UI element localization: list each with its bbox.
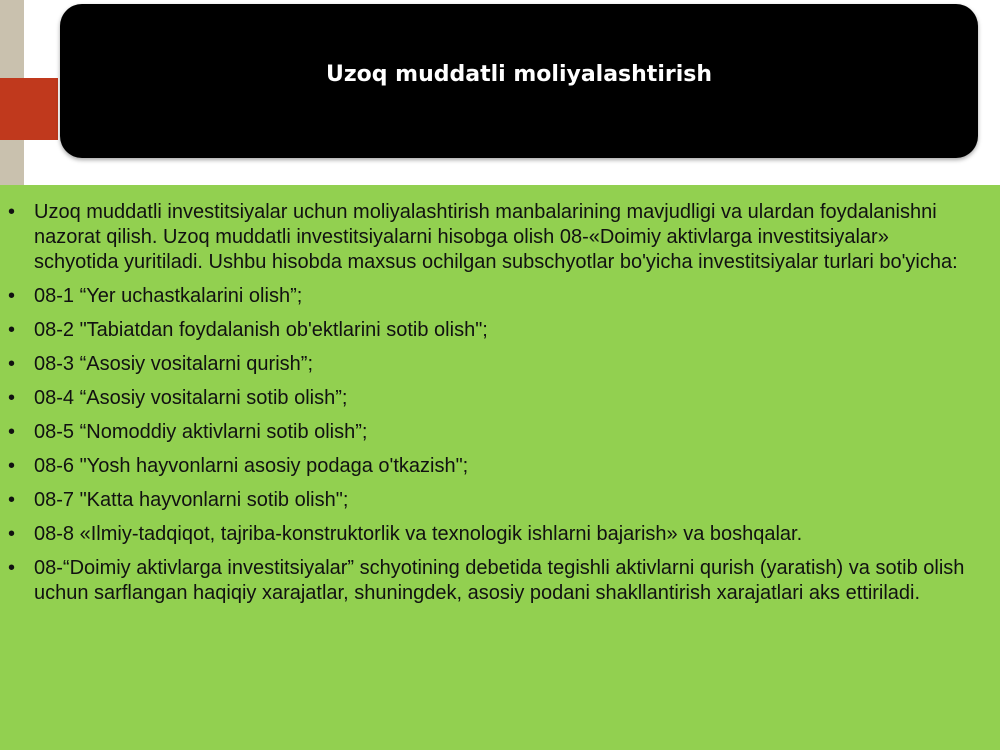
list-item [8, 454, 968, 479]
bullet-icon: • [8, 353, 16, 375]
bullet-icon: • [8, 319, 16, 341]
list-item [8, 488, 968, 513]
accent-marker [0, 78, 58, 140]
list-item-text: 08-8 «Ilmiy-tadqiqot, tajriba-konstruktorlik va texnologik ishlarni bajarish» va boshqalar. [34, 523, 803, 545]
list-item [8, 420, 968, 445]
list-item-text: 08-7 "Katta hayvonlarni sotib olish"; [34, 489, 349, 511]
list-item-text: 08-5 “Nomoddiy aktivlarni sotib olish”; [34, 421, 368, 443]
list-item-text: Uzoq muddatli investitsiyalar uchun moliyalashtirish manbalarining mavjudligi va ulardan foydalanishni nazorat qilish. Uzoq muddatli investitsiyalarni hisobga olish 08-«Doimiy aktivlarga investitsiyalar» schyotida yuritiladi. Ushbu hisobda maxsus ochilgan subschyotlar bo'yicha investitsiyalar turlari bo'yicha: [34, 201, 958, 273]
bullet-icon: • [8, 285, 16, 307]
list-item-text: 08-3 “Asosiy vositalarni qurish”; [34, 353, 313, 375]
bullet-icon: • [8, 557, 16, 579]
bullet-icon: • [8, 489, 16, 511]
list-item-text: 08-4 “Asosiy vositalarni sotib olish”; [34, 387, 348, 409]
list-item-text: 08-2 "Tabiatdan foydalanish ob'ektlarini sotib olish"; [34, 319, 488, 341]
bullet-icon: • [8, 523, 16, 545]
list-item [8, 284, 968, 309]
bullet-list [8, 200, 968, 615]
bullet-icon: • [8, 421, 16, 443]
list-item [8, 556, 968, 606]
list-item [8, 386, 968, 411]
title-box [60, 4, 978, 158]
bullet-icon: • [8, 201, 16, 223]
list-item [8, 522, 968, 547]
list-item-text: 08-“Doimiy aktivlarga investitsiyalar” schyotining debetida tegishli aktivlarni qurish (yaratish) va sotib olish uchun sarflangan haqiqiy xarajatlar, shuningdek, asosiy podani shakllantirish xarajatlari aks ettiriladi. [34, 557, 965, 604]
list-item-text: 08-1 “Yer uchastkalarini olish”; [34, 285, 303, 307]
slide-title: Uzoq muddatli moliyalashtirish [325, 61, 713, 87]
list-item [8, 200, 968, 275]
list-item [8, 352, 968, 377]
bullet-icon: • [8, 387, 16, 409]
list-item-text: 08-6 "Yosh hayvonlarni asosiy podaga o'tkazish"; [34, 455, 469, 477]
bullet-icon: • [8, 455, 16, 477]
list-item [8, 318, 968, 343]
